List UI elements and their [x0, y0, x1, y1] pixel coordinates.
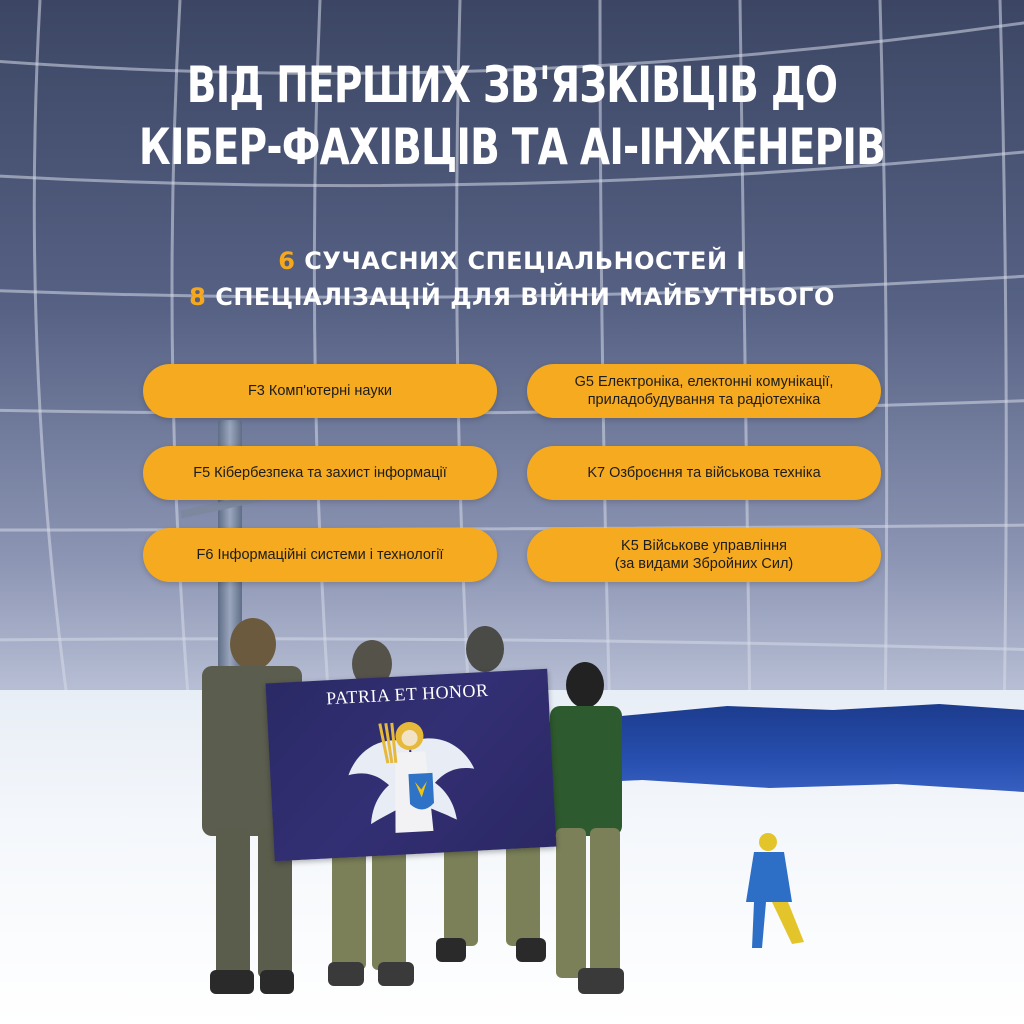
specialty-pill-k5[interactable] [527, 528, 881, 582]
specialty-pill-f3[interactable] [143, 364, 497, 418]
specialty-label: F6 Інформаційні системи і технології [196, 547, 444, 563]
specialty-pill-f6[interactable] [143, 528, 497, 582]
distant-figure-icon [736, 832, 806, 952]
subtitle-line-1 [0, 243, 1024, 279]
subtitle-count-specializations: 8 [189, 283, 207, 311]
specialty-label: F5 Кібербезпека та захист інформації [193, 465, 447, 481]
page-title [113, 54, 912, 178]
subtitle-text-1: СУЧАСНИХ СПЕЦІАЛЬНОСТЕЙ І [304, 247, 746, 275]
specialty-label: F3 Комп'ютерні науки [247, 383, 393, 399]
unit-flag [266, 669, 557, 862]
specialty-label: K7 Озброєння та військова техніка [587, 465, 821, 481]
subtitle-line-2 [0, 279, 1024, 315]
specialty-label: K5 Військове управління (за видами Збройних Сил) [614, 538, 794, 572]
subtitle-count-specialties: 6 [278, 247, 296, 275]
subtitle [0, 243, 1024, 315]
title-line-1: ВІД ПЕРШИХ ЗВ'ЯЗКІВЦІВ ДО [186, 56, 838, 114]
title-line-2: КІБЕР-ФАХІВЦІВ ТА AI-ІНЖЕНЕРІВ [138, 118, 886, 176]
person-4 [548, 662, 628, 1012]
specialty-label: G5 Електроніка, електонні комунікації, приладобудування та радіотехніка [574, 374, 834, 408]
subtitle-text-2: СПЕЦІАЛІЗАЦІЙ ДЛЯ ВІЙНИ МАЙБУТНЬОГО [215, 283, 835, 311]
flag-motto: PATRIA ET HONOR [325, 679, 489, 709]
specialty-pill-g5[interactable] [527, 364, 881, 418]
specialty-pill-k7[interactable] [527, 446, 881, 500]
angel-emblem-icon [345, 709, 478, 847]
specialty-pill-f5[interactable] [143, 446, 497, 500]
